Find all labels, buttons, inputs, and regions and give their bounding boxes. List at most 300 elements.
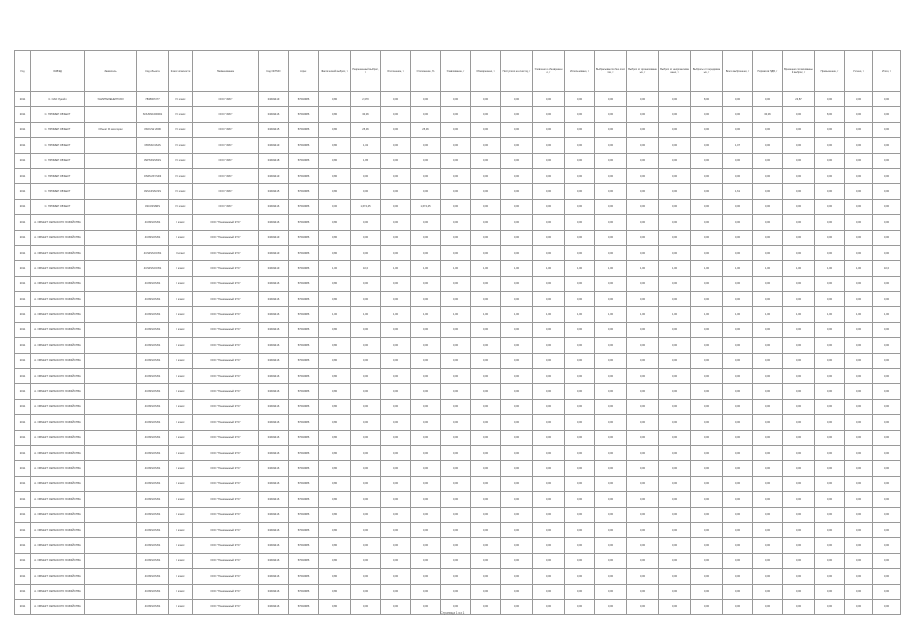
table-cell: 0,00: [565, 399, 595, 414]
table-cell: 0,00: [627, 415, 659, 430]
table-cell: 0,00: [873, 245, 901, 260]
table-cell: 0,00: [501, 522, 533, 537]
table-cell: 0,00: [691, 538, 723, 553]
table-cell: 4C9SSOSSS: [137, 322, 169, 337]
table-cell: 0,00: [471, 584, 501, 599]
table-cell: 0,00: [723, 230, 753, 245]
table-cell: 0,00: [723, 476, 753, 491]
table-cell: А. ОБЪЕКТ СЕЛЬСКОГО ХОЗЯЙСТВА: [31, 538, 85, 553]
table-cell: 0,00: [411, 522, 441, 537]
table-cell: 0,00: [659, 538, 691, 553]
table-cell: 0,00: [659, 430, 691, 445]
table-cell: [85, 184, 137, 199]
table-cell: 0,00: [381, 369, 411, 384]
table-cell: 4SSC4SSCSS: [137, 184, 169, 199]
table-cell: 0,00: [565, 245, 595, 260]
table-cell: 0,00: [501, 584, 533, 599]
table-cell: 0,00: [411, 430, 441, 445]
table-cell: 0,00: [441, 107, 471, 122]
table-cell: 1,00: [723, 261, 753, 276]
table-row: [15, 184, 901, 199]
table-cell: 0,00: [381, 461, 411, 476]
table-cell: 0,00: [753, 461, 783, 476]
table-cell: 4C9SSOSSS: [137, 384, 169, 399]
table-cell: SOUNN1000001: [137, 107, 169, 122]
table-cell: 0,00: [381, 415, 411, 430]
table-cell: 0,00: [471, 322, 501, 337]
table-cell: 0,00: [873, 507, 901, 522]
table-cell: УНИИТЕЛЕНЕГРСХИ: [85, 92, 137, 107]
table-cell: 0,00: [691, 353, 723, 368]
table-cell: 0,00: [501, 384, 533, 399]
table-cell: 0,00: [411, 138, 441, 153]
table-cell: I класс: [169, 430, 193, 445]
table-cell: 0,00: [411, 338, 441, 353]
table-cell: 0,00: [753, 184, 783, 199]
table-cell: 2011: [15, 461, 31, 476]
table-cell: 4CS0SSOOSS: [137, 245, 169, 260]
table-cell: 04649419: [259, 138, 289, 153]
table-cell: 1,674,45: [351, 199, 381, 214]
table-cell: 0,00: [319, 199, 351, 214]
table-cell: 0,00: [411, 399, 441, 414]
table-cell: 04649416: [259, 384, 289, 399]
table-cell: [85, 230, 137, 245]
table-cell: 4C9SSOSSS: [137, 522, 169, 537]
table-cell: 0,00: [723, 522, 753, 537]
table-cell: 0,00: [783, 553, 815, 568]
table-cell: 04649419: [259, 168, 289, 183]
table-cell: 0,00: [659, 399, 691, 414]
table-cell: 0,00: [441, 599, 471, 614]
table-cell: 0,00: [565, 168, 595, 183]
table-cell: 1,00: [627, 261, 659, 276]
table-cell: 0,00: [815, 230, 845, 245]
table-cell: 0,00: [627, 369, 659, 384]
table-cell: 0,00: [381, 276, 411, 291]
table-cell: 2011: [15, 338, 31, 353]
table-cell: 0,00: [533, 507, 565, 522]
table-cell: 0,00: [873, 122, 901, 137]
table-cell: ООО "Понимаемый КТС": [193, 399, 259, 414]
table-cell: [85, 322, 137, 337]
table-cell: 0,00: [691, 584, 723, 599]
table-cell: 0,00: [845, 184, 873, 199]
table-cell: 0,00: [815, 461, 845, 476]
table-cell: 0,00: [471, 461, 501, 476]
table-cell: 0,00: [873, 384, 901, 399]
table-cell: 1,00: [845, 261, 873, 276]
table-cell: 0,00: [783, 507, 815, 522]
table-cell: 0,00: [381, 569, 411, 584]
table-cell: 0,00: [659, 507, 691, 522]
table-cell: 1,674,45: [411, 199, 441, 214]
table-cell: 0,00: [815, 338, 845, 353]
table-cell: 0,00: [753, 215, 783, 230]
table-cell: 0,00: [441, 322, 471, 337]
table-cell: 0,00: [691, 553, 723, 568]
table-cell: 4C9SSOSSS: [137, 399, 169, 414]
table-cell: ООО "Понимаемый КТС": [193, 461, 259, 476]
table-cell: 0,00: [565, 522, 595, 537]
table-cell: 0,00: [815, 445, 845, 460]
table-cell: 0,00: [845, 445, 873, 460]
table-cell: [85, 199, 137, 214]
table-cell: ООО "Понимаемый КТС": [193, 322, 259, 337]
table-cell: 0,00: [501, 107, 533, 122]
table-cell: 2011: [15, 492, 31, 507]
table-cell: ООО "Понимаемый КТС": [193, 384, 259, 399]
table-cell: 0,00: [411, 92, 441, 107]
table-cell: 04649416: [259, 338, 289, 353]
table-cell: 0,00: [411, 184, 441, 199]
table-cell: 0,00: [659, 461, 691, 476]
table-cell: ООО "ЗИС": [193, 168, 259, 183]
table-cell: С. ОАО Лукойл: [31, 92, 85, 107]
table-cell: 0,00: [595, 338, 627, 353]
table-cell: 0,00: [533, 522, 565, 537]
table-cell: Объект III категории: [85, 122, 137, 137]
table-cell: 0,00: [565, 230, 595, 245]
table-cell: 0,00: [783, 492, 815, 507]
column-header: Код ОКТМО: [259, 51, 289, 92]
table-cell: 1,00: [351, 307, 381, 322]
table-cell: 57002986: [289, 138, 319, 153]
table-cell: 0,00: [595, 107, 627, 122]
column-header: Выбросы от передвижных, т: [691, 51, 723, 92]
table-cell: 0,00: [753, 384, 783, 399]
table-cell: 0,00: [723, 338, 753, 353]
table-cell: 0,00: [753, 168, 783, 183]
table-cell: 0,00: [783, 168, 815, 183]
table-cell: 0,00: [691, 168, 723, 183]
table-cell: IV класс: [169, 138, 193, 153]
table-cell: 4C9SSOSSS: [137, 369, 169, 384]
table-cell: 0,00: [501, 369, 533, 384]
table-cell: 0,00: [873, 492, 901, 507]
table-cell: 57002986: [289, 492, 319, 507]
table-cell: 2011: [15, 245, 31, 260]
table-cell: 0,00: [471, 245, 501, 260]
table-cell: 0,00: [753, 445, 783, 460]
table-cell: 0,00: [659, 353, 691, 368]
table-cell: 0,00: [723, 507, 753, 522]
table-cell: 0,00: [815, 292, 845, 307]
table-cell: 0,00: [659, 168, 691, 183]
table-cell: 0,00: [351, 445, 381, 460]
table-cell: 0,00: [351, 353, 381, 368]
table-cell: ООО "Понимаемый КТС": [193, 230, 259, 245]
table-cell: 0,00: [691, 107, 723, 122]
table-cell: 0,00: [627, 584, 659, 599]
table-cell: 0,00: [351, 292, 381, 307]
table-cell: I класс: [169, 307, 193, 322]
table-cell: 0,00: [441, 153, 471, 168]
table-cell: 57002986: [289, 553, 319, 568]
table-cell: 0,00: [595, 168, 627, 183]
table-cell: 30,36: [753, 107, 783, 122]
table-cell: 0,00: [659, 292, 691, 307]
table-row: [15, 415, 901, 430]
table-cell: 0,00: [441, 461, 471, 476]
table-cell: ООО "Понимаемый КТС": [193, 569, 259, 584]
table-cell: 57002986: [289, 322, 319, 337]
table-cell: 1,00: [441, 261, 471, 276]
table-cell: 0,00: [815, 384, 845, 399]
table-cell: 0,00: [471, 430, 501, 445]
table-cell: ООО "ЗИС": [193, 122, 259, 137]
table-cell: 0,00: [441, 138, 471, 153]
table-cell: 0,00: [411, 569, 441, 584]
column-header: Учтено, т: [845, 51, 873, 92]
table-cell: 0,00: [351, 184, 381, 199]
table-cell: [85, 399, 137, 414]
table-cell: А. ОБЪЕКТ СЕЛЬСКОГО ХОЗЯЙСТВА: [31, 338, 85, 353]
table-cell: 2011: [15, 353, 31, 368]
table-row: [15, 292, 901, 307]
table-cell: 0,00: [471, 184, 501, 199]
table-cell: 0,00: [723, 369, 753, 384]
table-cell: 4C9SSOSSS: [137, 569, 169, 584]
table-cell: 4SC4SS6RS: [137, 199, 169, 214]
table-cell: 0,00: [627, 399, 659, 414]
table-cell: А. ОБЪЕКТ СЕЛЬСКОГО ХОЗЯЙСТВА: [31, 245, 85, 260]
table-cell: 0,00: [595, 122, 627, 137]
table-cell: 0,00: [595, 384, 627, 399]
table-cell: А. ОБЪЕКТ СЕЛЬСКОГО ХОЗЯЙСТВА: [31, 599, 85, 614]
table-cell: 2011: [15, 322, 31, 337]
table-cell: 0,80: [319, 322, 351, 337]
table-cell: А. ОБЪЕКТ СЕЛЬСКОГО ХОЗЯЙСТВА: [31, 415, 85, 430]
table-cell: 0,00: [565, 461, 595, 476]
table-cell: 0,00: [627, 353, 659, 368]
table-cell: 0,00: [595, 92, 627, 107]
table-cell: 0,00: [723, 353, 753, 368]
table-cell: 0,00: [381, 122, 411, 137]
table-cell: [85, 138, 137, 153]
table-cell: 0,00: [471, 199, 501, 214]
table-cell: 0,00: [351, 245, 381, 260]
table-cell: 0,00: [565, 492, 595, 507]
table-cell: 4C9SSOSSS: [137, 584, 169, 599]
table-cell: 57002986: [289, 261, 319, 276]
table-cell: 57002986: [289, 430, 319, 445]
table-cell: 1,00: [471, 261, 501, 276]
table-cell: 0,00: [815, 399, 845, 414]
table-cell: 0,00: [501, 353, 533, 368]
table-cell: 0,00: [691, 338, 723, 353]
table-cell: [85, 430, 137, 445]
table-cell: 0,00: [351, 230, 381, 245]
table-cell: 0,00: [873, 153, 901, 168]
table-cell: ООО "ЗИС": [193, 184, 259, 199]
table-cell: ООО "Понимаемый КТС": [193, 538, 259, 553]
table-cell: ООО "Понимаемый КТС": [193, 522, 259, 537]
table-cell: 0,00: [659, 322, 691, 337]
table-cell: 0,00: [845, 569, 873, 584]
table-cell: 0,00: [845, 292, 873, 307]
table-cell: 0,00: [691, 492, 723, 507]
table-cell: 0,00: [815, 199, 845, 214]
table-cell: 0,00: [815, 153, 845, 168]
table-cell: 4C9SSOSSS: [137, 476, 169, 491]
table-cell: 0,00: [441, 569, 471, 584]
table-cell: 0,00: [501, 184, 533, 199]
table-cell: 0,00: [659, 199, 691, 214]
table-cell: [85, 245, 137, 260]
table-cell: 57002986: [289, 461, 319, 476]
table-cell: 0,00: [659, 138, 691, 153]
table-cell: 0,00: [627, 168, 659, 183]
table-cell: 0,00: [565, 92, 595, 107]
table-cell: 0,00: [627, 476, 659, 491]
table-cell: 1,00: [845, 307, 873, 322]
table-cell: 0,00: [441, 199, 471, 214]
table-cell: 0,00: [565, 507, 595, 522]
table-cell: 0,00: [627, 153, 659, 168]
table-cell: 0,80: [319, 461, 351, 476]
table-cell: 0,00: [533, 292, 565, 307]
table-cell: 0,00: [845, 599, 873, 614]
table-cell: 0,00: [659, 384, 691, 399]
table-cell: I класс: [169, 584, 193, 599]
table-cell: 0,00: [501, 245, 533, 260]
table-cell: ООО "Понимаемый КТС": [193, 369, 259, 384]
table-cell: 04649416: [259, 445, 289, 460]
table-cell: 2011: [15, 138, 31, 153]
table-cell: 0,00: [411, 476, 441, 491]
table-cell: 2011: [15, 584, 31, 599]
table-cell: 57002986: [289, 476, 319, 491]
table-cell: 1,00: [471, 307, 501, 322]
table-cell: 0,00: [627, 430, 659, 445]
table-row: [15, 369, 901, 384]
table-cell: I класс: [169, 399, 193, 414]
table-cell: 0,00: [471, 138, 501, 153]
table-cell: 0,00: [815, 215, 845, 230]
table-cell: 0,00: [441, 184, 471, 199]
table-cell: 0,00: [753, 138, 783, 153]
table-cell: 04649415: [259, 184, 289, 199]
table-cell: 0,00: [873, 415, 901, 430]
table-cell: ООО "Понимаемый КТС": [193, 492, 259, 507]
table-cell: 0,00: [845, 230, 873, 245]
table-cell: 0,00: [873, 138, 901, 153]
table-cell: 57002986: [289, 292, 319, 307]
table-cell: 1,00: [501, 307, 533, 322]
table-cell: 0,00: [471, 92, 501, 107]
table-row: [15, 107, 901, 122]
table-cell: 57002986: [289, 153, 319, 168]
table-cell: 0,00: [753, 415, 783, 430]
table-cell: 1,00: [381, 307, 411, 322]
table-cell: 0,00: [873, 553, 901, 568]
table-row: [15, 153, 901, 168]
table-cell: 0,00: [411, 461, 441, 476]
table-cell: 0,00: [659, 230, 691, 245]
table-cell: [85, 168, 137, 183]
table-cell: 04649416: [259, 307, 289, 322]
table-cell: 0,00: [595, 322, 627, 337]
table-cell: 0,00: [691, 569, 723, 584]
table-cell: 0,00: [441, 369, 471, 384]
table-cell: 2011: [15, 507, 31, 522]
table-cell: 0,00: [381, 599, 411, 614]
table-cell: 0,00: [659, 569, 691, 584]
table-cell: 0,00: [783, 569, 815, 584]
table-cell: 0,00: [873, 476, 901, 491]
table-cell: 0,00: [381, 153, 411, 168]
table-cell: 57002986: [289, 215, 319, 230]
table-cell: 0,00: [501, 230, 533, 245]
table-cell: I класс: [169, 445, 193, 460]
table-cell: 0,00: [501, 553, 533, 568]
table-cell: 0,00: [381, 138, 411, 153]
table-cell: [85, 461, 137, 476]
table-cell: 0,00: [595, 245, 627, 260]
table-cell: 0,00: [471, 353, 501, 368]
table-cell: 0,00: [595, 369, 627, 384]
table-row: [15, 199, 901, 214]
table-cell: 0,00: [411, 168, 441, 183]
table-cell: 0,00: [873, 569, 901, 584]
table-cell: 57002986: [289, 384, 319, 399]
table-cell: А. ОБЪЕКТ СЕЛЬСКОГО ХОЗЯЙСТВА: [31, 384, 85, 399]
table-cell: 0,00: [381, 92, 411, 107]
table-cell: 0,00: [815, 184, 845, 199]
table-cell: 0,00: [723, 122, 753, 137]
table-cell: [85, 369, 137, 384]
table-cell: 0,00: [691, 245, 723, 260]
table-cell: 0,00: [411, 353, 441, 368]
table-cell: 0,00: [691, 215, 723, 230]
table-cell: 0,00: [691, 522, 723, 537]
table-cell: 0,00: [565, 430, 595, 445]
table-cell: 57002986: [289, 522, 319, 537]
table-cell: [85, 538, 137, 553]
table-cell: 0,00: [873, 276, 901, 291]
table-cell: 0,00: [815, 522, 845, 537]
table-cell: 04649416: [259, 492, 289, 507]
table-cell: 0,00: [351, 584, 381, 599]
table-cell: 0,00: [691, 384, 723, 399]
table-cell: 0,00: [501, 507, 533, 522]
table-cell: 0,00: [565, 445, 595, 460]
table-cell: 0,00: [723, 430, 753, 445]
table-cell: 0,00: [381, 507, 411, 522]
table-cell: 0,00: [845, 107, 873, 122]
table-cell: 0,00: [351, 538, 381, 553]
table-cell: 0,00: [533, 430, 565, 445]
table-cell: 2011: [15, 184, 31, 199]
table-cell: 0,00: [595, 569, 627, 584]
table-cell: 0,00: [659, 245, 691, 260]
table-cell: 04649416: [259, 522, 289, 537]
table-cell: 0,00: [595, 399, 627, 414]
table-cell: 0,00: [533, 461, 565, 476]
table-cell: 0,00: [471, 399, 501, 414]
table-cell: 0,00: [533, 415, 565, 430]
table-cell: 2011: [15, 538, 31, 553]
table-cell: А. ОБЪЕКТ СЕЛЬСКОГО ХОЗЯЙСТВА: [31, 261, 85, 276]
table-cell: 0,00: [533, 584, 565, 599]
table-cell: 57002986: [289, 338, 319, 353]
table-cell: 1,00: [783, 261, 815, 276]
table-cell: 0,00: [381, 168, 411, 183]
table-cell: 04649416: [259, 276, 289, 291]
table-cell: 04649416: [259, 369, 289, 384]
table-cell: 0,00: [753, 476, 783, 491]
